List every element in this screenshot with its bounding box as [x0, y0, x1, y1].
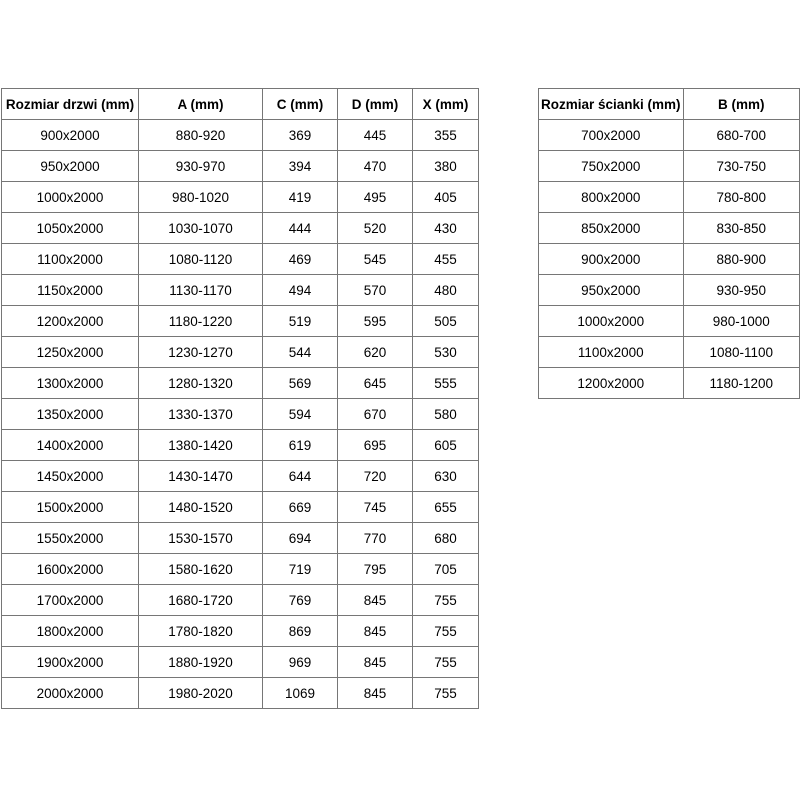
- table-row: [539, 182, 800, 213]
- table-row: [2, 213, 479, 244]
- column-header: Rozmiar drzwi (mm): [2, 89, 139, 120]
- table-cell: 845: [338, 616, 413, 647]
- table-cell: 1250x2000: [2, 337, 139, 368]
- table-cell: 750x2000: [539, 151, 684, 182]
- table-cell: 705: [413, 554, 479, 585]
- header-row: [2, 89, 479, 120]
- table-row: [2, 616, 479, 647]
- table-cell: 445: [338, 120, 413, 151]
- column-header: D (mm): [338, 89, 413, 120]
- table-cell: 569: [263, 368, 338, 399]
- table-cell: 745: [338, 492, 413, 523]
- table-cell: 850x2000: [539, 213, 684, 244]
- table-cell: 755: [413, 678, 479, 709]
- table-cell: 980-1000: [683, 306, 799, 337]
- table-cell: 680-700: [683, 120, 799, 151]
- table-cell: 405: [413, 182, 479, 213]
- table-cell: 845: [338, 647, 413, 678]
- table-cell: 1280-1320: [139, 368, 263, 399]
- table-cell: 1150x2000: [2, 275, 139, 306]
- table-cell: 1380-1420: [139, 430, 263, 461]
- table-row: [2, 120, 479, 151]
- table-cell: 2000x2000: [2, 678, 139, 709]
- table-cell: 494: [263, 275, 338, 306]
- table-row: [2, 461, 479, 492]
- table-cell: 720: [338, 461, 413, 492]
- table-row: [2, 492, 479, 523]
- doors-table-header: [2, 89, 479, 120]
- table-cell: 670: [338, 399, 413, 430]
- table-cell: 1330-1370: [139, 399, 263, 430]
- table-cell: 469: [263, 244, 338, 275]
- table-cell: 369: [263, 120, 338, 151]
- table-cell: 1550x2000: [2, 523, 139, 554]
- table-cell: 969: [263, 647, 338, 678]
- table-cell: 1580-1620: [139, 554, 263, 585]
- table-cell: 795: [338, 554, 413, 585]
- table-row: [539, 151, 800, 182]
- table-cell: 845: [338, 585, 413, 616]
- table-cell: 1100x2000: [2, 244, 139, 275]
- table-row: [2, 399, 479, 430]
- table-cell: 1180-1200: [683, 368, 799, 399]
- table-cell: 519: [263, 306, 338, 337]
- table-row: [2, 554, 479, 585]
- table-cell: 694: [263, 523, 338, 554]
- doors-size-table: [1, 88, 479, 709]
- table-row: [2, 306, 479, 337]
- table-cell: 619: [263, 430, 338, 461]
- doors-table-body: [2, 120, 479, 709]
- table-cell: 1000x2000: [2, 182, 139, 213]
- table-cell: 444: [263, 213, 338, 244]
- table-cell: 594: [263, 399, 338, 430]
- table-cell: 495: [338, 182, 413, 213]
- table-cell: 1800x2000: [2, 616, 139, 647]
- table-row: [539, 275, 800, 306]
- table-cell: 695: [338, 430, 413, 461]
- table-cell: 930-970: [139, 151, 263, 182]
- table-cell: 1200x2000: [2, 306, 139, 337]
- table-cell: 580: [413, 399, 479, 430]
- table-cell: 1430-1470: [139, 461, 263, 492]
- table-cell: 980-1020: [139, 182, 263, 213]
- table-cell: 1600x2000: [2, 554, 139, 585]
- table-cell: 669: [263, 492, 338, 523]
- table-cell: 545: [338, 244, 413, 275]
- table-cell: 1680-1720: [139, 585, 263, 616]
- table-row: [539, 120, 800, 151]
- table-row: [539, 306, 800, 337]
- table-cell: 480: [413, 275, 479, 306]
- table-cell: 900x2000: [539, 244, 684, 275]
- table-row: [2, 647, 479, 678]
- column-header: A (mm): [139, 89, 263, 120]
- table-cell: 845: [338, 678, 413, 709]
- table-cell: 1000x2000: [539, 306, 684, 337]
- table-row: [2, 337, 479, 368]
- table-cell: 755: [413, 616, 479, 647]
- table-cell: 950x2000: [539, 275, 684, 306]
- table-cell: 800x2000: [539, 182, 684, 213]
- column-header: X (mm): [413, 89, 479, 120]
- table-row: [2, 368, 479, 399]
- table-row: [2, 151, 479, 182]
- table-cell: 1480-1520: [139, 492, 263, 523]
- table-cell: 930-950: [683, 275, 799, 306]
- table-cell: 620: [338, 337, 413, 368]
- table-cell: 1080-1100: [683, 337, 799, 368]
- column-header: C (mm): [263, 89, 338, 120]
- table-cell: 1069: [263, 678, 338, 709]
- table-cell: 1230-1270: [139, 337, 263, 368]
- table-cell: 900x2000: [2, 120, 139, 151]
- table-cell: 1450x2000: [2, 461, 139, 492]
- table-cell: 505: [413, 306, 479, 337]
- table-row: [2, 182, 479, 213]
- table-cell: 1400x2000: [2, 430, 139, 461]
- table-cell: 1080-1120: [139, 244, 263, 275]
- table-cell: 1530-1570: [139, 523, 263, 554]
- table-cell: 595: [338, 306, 413, 337]
- table-cell: 1500x2000: [2, 492, 139, 523]
- table-cell: 380: [413, 151, 479, 182]
- table-cell: 770: [338, 523, 413, 554]
- table-row: [539, 368, 800, 399]
- table-cell: 455: [413, 244, 479, 275]
- table-cell: 719: [263, 554, 338, 585]
- table-row: [2, 585, 479, 616]
- table-cell: 869: [263, 616, 338, 647]
- table-cell: 430: [413, 213, 479, 244]
- header-row: [539, 89, 800, 120]
- column-header: Rozmiar ścianki (mm): [539, 89, 684, 120]
- table-row: [2, 523, 479, 554]
- table-row: [2, 678, 479, 709]
- table-cell: 394: [263, 151, 338, 182]
- table-cell: 1700x2000: [2, 585, 139, 616]
- walls-size-table: [538, 88, 800, 399]
- table-cell: 1200x2000: [539, 368, 684, 399]
- table-row: [2, 244, 479, 275]
- table-cell: 355: [413, 120, 479, 151]
- column-header: B (mm): [683, 89, 799, 120]
- table-cell: 419: [263, 182, 338, 213]
- table-cell: 1350x2000: [2, 399, 139, 430]
- table-cell: 755: [413, 585, 479, 616]
- table-cell: 1780-1820: [139, 616, 263, 647]
- table-cell: 520: [338, 213, 413, 244]
- table-cell: 780-800: [683, 182, 799, 213]
- table-cell: 1880-1920: [139, 647, 263, 678]
- table-cell: 644: [263, 461, 338, 492]
- table-cell: 755: [413, 647, 479, 678]
- table-cell: 1030-1070: [139, 213, 263, 244]
- table-cell: 700x2000: [539, 120, 684, 151]
- table-row: [539, 244, 800, 275]
- table-cell: 655: [413, 492, 479, 523]
- table-cell: 1980-2020: [139, 678, 263, 709]
- table-cell: 1130-1170: [139, 275, 263, 306]
- table-cell: 950x2000: [2, 151, 139, 182]
- table-row: [539, 337, 800, 368]
- table-cell: 605: [413, 430, 479, 461]
- table-cell: 880-900: [683, 244, 799, 275]
- walls-table-header: [539, 89, 800, 120]
- table-cell: 730-750: [683, 151, 799, 182]
- walls-table-body: [539, 120, 800, 399]
- table-cell: 1900x2000: [2, 647, 139, 678]
- table-cell: 555: [413, 368, 479, 399]
- table-cell: 1100x2000: [539, 337, 684, 368]
- table-cell: 544: [263, 337, 338, 368]
- table-cell: 1300x2000: [2, 368, 139, 399]
- table-cell: 630: [413, 461, 479, 492]
- table-cell: 470: [338, 151, 413, 182]
- table-cell: 769: [263, 585, 338, 616]
- table-cell: 830-850: [683, 213, 799, 244]
- table-cell: 880-920: [139, 120, 263, 151]
- table-row: [2, 275, 479, 306]
- table-cell: 1180-1220: [139, 306, 263, 337]
- table-cell: 530: [413, 337, 479, 368]
- table-row: [539, 213, 800, 244]
- table-cell: 645: [338, 368, 413, 399]
- table-cell: 1050x2000: [2, 213, 139, 244]
- table-cell: 570: [338, 275, 413, 306]
- table-row: [2, 430, 479, 461]
- table-cell: 680: [413, 523, 479, 554]
